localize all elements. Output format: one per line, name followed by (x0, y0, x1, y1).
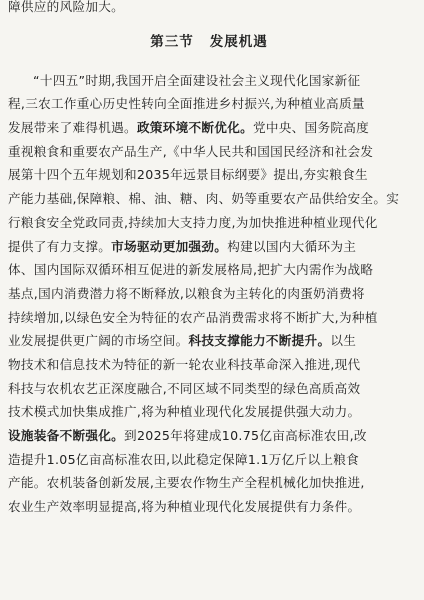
body-line (8, 187, 410, 211)
text-run: 造提升1.05亿亩高标准农田,以此稳定保障1.1万亿斤以上粮食 (8, 451, 360, 467)
body-line (8, 424, 410, 448)
body-line (8, 282, 410, 306)
body-line (8, 163, 410, 187)
body-line (8, 140, 410, 164)
body-line (8, 448, 410, 472)
bold-heading-facilities: 设施装备不断强化。 (8, 428, 125, 443)
text-run: 基点,国内消费潜力将不断释放,以粮食为主转化的肉蛋奶消费将 (8, 285, 365, 301)
text-run: 到2025年将建成10.75亿亩高标准农田,改 (124, 428, 367, 443)
text-run: 物技术和信息技术为特征的新一轮农业科技革命深入推进,现代 (8, 356, 361, 372)
bold-heading-policy-environment: 政策环境不断优化。 (136, 120, 253, 136)
previous-paragraph-tail: 障供应的风险加大。 (8, 0, 125, 14)
body-line (8, 69, 410, 93)
bold-heading-tech-support: 科技支撑能力不断提升。 (188, 333, 331, 349)
body-line (8, 235, 410, 259)
text-run: 持续增加,以绿色安全为特征的农产品消费需求将不断扩大,为种植 (8, 309, 378, 325)
text-run: 技术模式加快集成推广,将为种植业现代化发展提供强大动力。 (8, 404, 361, 420)
text-run: 展第十四个五年规划和2035年远景目标纲要》提出,夯实粮食生 (8, 167, 368, 183)
body-line (8, 92, 410, 116)
body-line (8, 377, 410, 401)
text-run: 以生 (330, 333, 357, 349)
section-heading (8, 30, 410, 54)
body-line (8, 329, 410, 353)
bold-heading-market-driven: 市场驱动更加强劲。 (111, 238, 228, 254)
section-body (8, 69, 410, 519)
text-run: 科技与农机农艺正深度融合,不同区域不同类型的绿色高质高效 (8, 380, 361, 396)
text-run: 产能力基础,保障粮、棉、油、糖、肉、奶等重要农产品供给安全。实 (8, 191, 400, 207)
body-line (8, 306, 410, 330)
text-run: 提供了有力支撑。 (8, 238, 112, 254)
text-run: “十四五”时期,我国开启全面建设社会主义现代化国家新征 (33, 72, 361, 88)
section-number: 第三节 (150, 33, 194, 50)
text-run: 构建以国内大循环为主 (227, 238, 357, 254)
text-run: 发展带来了难得机遇。 (8, 120, 137, 136)
text-run: 行粮食安全党政同责,持续加大支持力度,为加快推进种植业现代化 (8, 214, 378, 230)
body-line (8, 495, 410, 519)
text-run: 重视粮食和重要农产品生产,《中华人民共和国国民经济和社会发 (8, 143, 374, 159)
text-run: 业发展提供更广阔的市场空间。 (8, 333, 189, 349)
text-run: 产能。农机装备创新发展,主要农作物生产全程机械化加快推进, (8, 475, 365, 491)
body-line (8, 258, 410, 282)
body-line (8, 471, 410, 495)
body-line (8, 116, 410, 140)
text-run: 农业生产效率明显提高,将为种植业现代化发展提供有力条件。 (8, 499, 361, 515)
body-line (8, 211, 410, 235)
text-run: 程,三农工作重心历史性转向全面推进乡村振兴,为种植业高质量 (8, 96, 365, 112)
body-line (8, 400, 410, 424)
body-line (8, 353, 410, 377)
text-run: 体、国内国际双循环相互促进的新发展格局,把扩大内需作为战略 (8, 262, 374, 278)
text-run: 党中央、国务院高度 (252, 120, 370, 136)
section-title: 发展机遇 (209, 33, 268, 50)
